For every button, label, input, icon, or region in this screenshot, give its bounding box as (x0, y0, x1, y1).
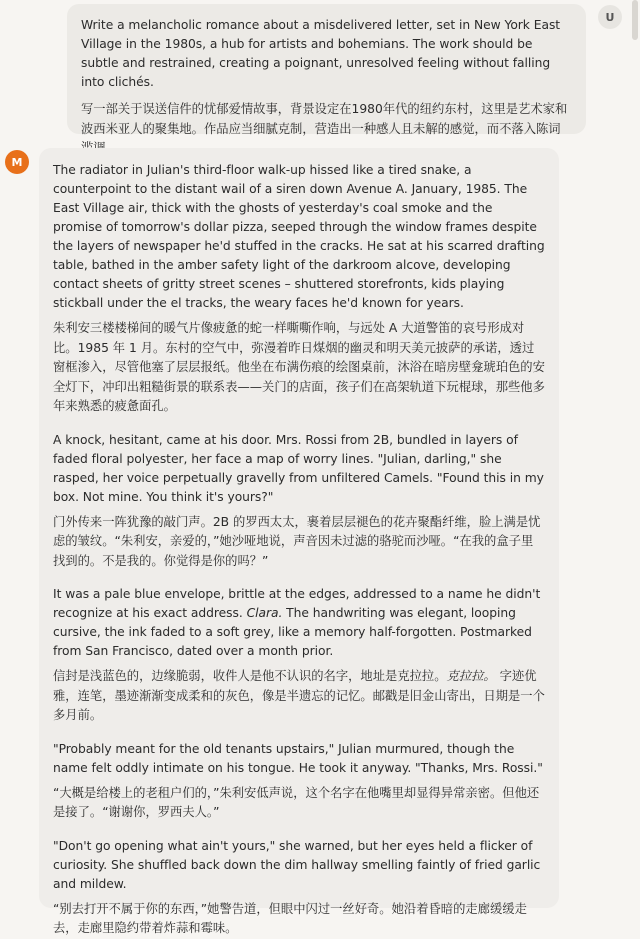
user-avatar: U (598, 5, 622, 29)
paragraph-chinese: “别去打开不属于你的东西，”她警告道，但眼中闪过一丝好奇。她沿着昏暗的走廊缓缓走去，走廊里隐约带着炸蒜和霉味。 (53, 901, 527, 935)
paragraph-english: "Probably meant for the old tenants upstairs," Julian murmured, though the name felt oddly intimate on his tongue. He took it anyway. "Thanks, Mrs. Rossi." (53, 741, 543, 775)
story-paragraph (53, 740, 545, 823)
story-paragraph (53, 837, 545, 939)
text-segment: 信封是浅蓝色的，边缘脆弱，收件人是他不认识的名字，地址是克拉拉。 (53, 669, 447, 683)
paragraph-english (53, 585, 545, 661)
text-segment: The handwriting was elegant, looping cursive, the ink faded to a soft grey, like a memory half-forgotten. Postmarked from San Francisco, dated over a month prior. (53, 606, 532, 658)
italic-name: Clara. (246, 606, 283, 620)
paragraph-english: The radiator in Julian's third-floor walk-up hissed like a tired snake, a counterpoint to the distant wail of a siren down Avenue A. January, 1985. The East Village air, thick with the ghosts of yesterday's coal smoke and the promise of tomorrow's dollar pizza, seeped through the window frames despite the layers of newspaper he'd stuffed in the cracks. He sat at his scarred drafting table, bathed in the amber safety light of the darkroom alcove, developing contact sheets of gritty street scenes – shuttered storefronts, kids playing stickball under the el tracks, the weary faces he'd known for years. (53, 163, 545, 310)
text-segment: 字迹优雅，连笔，墨迹渐渐变成柔和的灰色，像是半遗忘的记忆。邮戳是旧金山寄出，日期是一个多月前。 (53, 669, 545, 722)
paragraph-english: A knock, hesitant, came at his door. Mrs. Rossi from 2B, bundled in layers of faded floral polyester, her face a map of worry lines. "Julian, darling," she rasped, her voice perpetually gravelly from unfiltered Camels. "Found this in my box. Not mine. You think it's yours?" (53, 432, 544, 504)
italic-name: 克拉拉。 (446, 669, 496, 683)
model-response (39, 148, 559, 935)
user-prompt-english: Write a melancholic romance about a misdelivered letter, set in New York East Village in the 1980s, a hub for artists and bohemians. The work should be subtle and restrained, creating a poignant, unresolved feeling without falling into clichés. (81, 18, 561, 89)
user-prompt-chinese: 写一部关于误送信件的忧郁爱情故事，背景设定在1980年代的纽约东村，这里是艺术家和波西米亚人的聚集地。作品应当细腻克制，营造出一种感人且未解的感觉，而不落入陈词 (81, 102, 568, 136)
paragraph-chinese: 门外传来一阵犹豫的敲门声。2B 的罗西太太，裹着层层褪色的花卉聚酯纤维，脸上满是忧虑的皱纹。“朱利安，亲爱的，”她沙哑地说，声音因未过滤的骆驼而沙哑。“在我的盒子里找到的。不是我的。你觉得是你的吗？” (53, 514, 541, 568)
story-paragraph (53, 585, 545, 726)
user-message (67, 4, 586, 134)
paragraph-chinese: 朱利安三楼楼梯间的暖气片像疲惫的蛇一样嘶嘶作响，与远处 A 大道警笛的哀号形成对比。1985 年 1 月。东村的空气中，弥漫着昨日煤烟的幽灵和明天美元披萨的承诺，透过窗框渗入，尽管他塞了层层报纸。他坐在布满伤痕的绘图桌前，沐浴在暗房壁龛琥珀色的安全灯下，冲印出粗糙街景的联系表——关门的店面，孩子们在高架轨道下玩棍球，那些他多年来熟悉的疲惫面孔。 (53, 321, 545, 413)
text-segment: It was a pale blue envelope, brittle at the edges, addressed to a name he didn't recognize at his exact address. (53, 587, 541, 620)
scrollbar[interactable] (632, 0, 638, 40)
paragraph-english: "Don't go opening what ain't yours," she warned, but her eyes held a flicker of curiosity. She shuffled back down the dim hallway smelling faintly of fried garlic and mildew. (53, 838, 541, 891)
paragraph-chinese (53, 667, 545, 726)
model-avatar: M (5, 150, 29, 174)
story-paragraph (53, 161, 545, 417)
story-paragraph (53, 431, 545, 572)
paragraph-chinese: “大概是给楼上的老租户们的，”朱利安低声说，这个名字在他嘴里却显得异常亲密。但他还是接了。“谢谢你，罗西夫人。” (53, 785, 540, 819)
